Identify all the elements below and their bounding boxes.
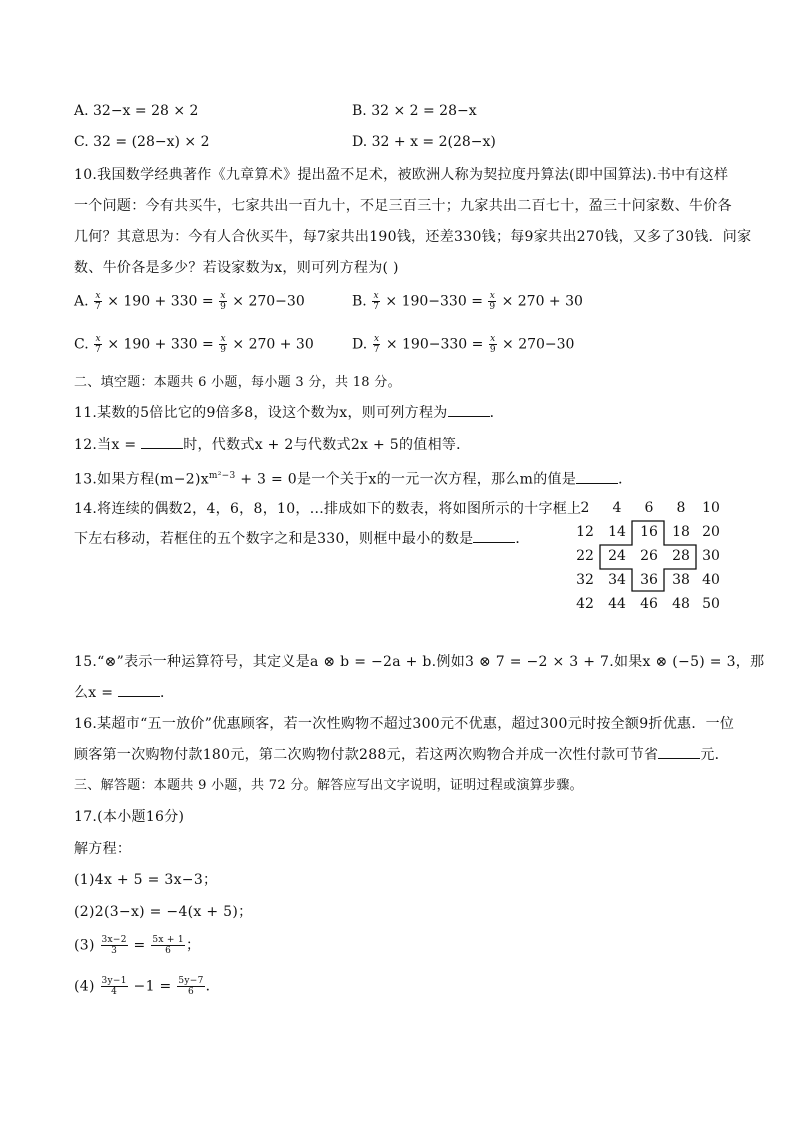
q10-option-a: A. $\frac{x}{7}$ × 190 + 330 = $\frac{x}{9}$ × 270−30 bbox=[74, 291, 305, 312]
q14-line1: 14.将连续的偶数2，4，6，8，10，...排成如下的数表，将如图所示的十字框上 bbox=[74, 501, 582, 517]
q16-blank bbox=[658, 746, 700, 759]
q10-line4: 数、牛价各是多少？若设家数为x，则可列方程为( ) bbox=[74, 260, 399, 276]
q10-line1: 10.我国数学经典著作《九章算术》提出盈不足术，被欧洲人称为契拉度丹算法(即中国算法).书中有这样 bbox=[74, 167, 729, 183]
q17-intro: 解方程： bbox=[74, 841, 132, 857]
table-cell: 50 bbox=[702, 596, 720, 612]
table-cell: 32 bbox=[576, 572, 594, 588]
table-cell: 20 bbox=[702, 524, 720, 540]
q14-blank bbox=[473, 530, 515, 543]
q12-blank bbox=[141, 436, 183, 449]
table-cell: 12 bbox=[576, 524, 594, 540]
table-cell: 14 bbox=[608, 524, 626, 540]
q9-option-d: D. 32 + x = 2(28−x) bbox=[352, 134, 496, 150]
section-2-heading: 二、填空题：本题共 6 小题，每小题 3 分，共 18 分。 bbox=[74, 375, 401, 390]
table-cell: 6 bbox=[644, 500, 654, 516]
table-cell: 42 bbox=[576, 596, 594, 612]
q15-line1: 15.“⊗”表示一种运算符号，其定义是a ⊗ b = −2a + b.例如3 ⊗ 7 = −2 × 3 + 7.如果x ⊗ (−5) = 3，那 bbox=[74, 654, 765, 670]
q10-line3: 几何？其意思为：今有人合伙买牛，每7家共出190钱，还差330钱；每9家共出270钱，又多了30钱．问家 bbox=[74, 229, 752, 245]
q17-part2: (2)2(3−x) = −4(x + 5)； bbox=[74, 904, 253, 920]
table-cell: 34 bbox=[608, 572, 626, 588]
q16-line2: 顾客第一次购物付款180元，第二次购物付款288元，若这两次购物合并成一次性付款可节省 元． bbox=[74, 747, 729, 763]
q9-option-c: C. 32 = (28−x) × 2 bbox=[74, 134, 210, 150]
q10-option-d: D. $\frac{x}{7}$ × 190−330 = $\frac{x}{9}$ × 270−30 bbox=[352, 334, 575, 355]
q17-part3: (3) $\frac{3x-2}{3}$ = $\frac{5x + 1}{6}$ ； bbox=[74, 935, 201, 956]
section-3-heading: 三、解答题：本题共 9 小题，共 72 分。解答应写出文字说明，证明过程或演算步骤。 bbox=[74, 778, 583, 793]
table-cell: 16 bbox=[640, 524, 658, 540]
table-cell: 18 bbox=[672, 524, 690, 540]
table-cell: 2 bbox=[580, 500, 590, 516]
q15-line2: 么x = ． bbox=[74, 685, 175, 701]
q10-option-c: C. $\frac{x}{7}$ × 190 + 330 = $\frac{x}{9}$ × 270 + 30 bbox=[74, 334, 314, 355]
q17-title: 17.(本小题16分) bbox=[74, 809, 185, 825]
q17-part1: (1)4x + 5 = 3x−3； bbox=[74, 872, 218, 888]
table-cell: 8 bbox=[676, 500, 686, 516]
table-cell: 28 bbox=[672, 548, 690, 564]
table-cell: 26 bbox=[640, 548, 658, 564]
q17-part4: (4) $\frac{3y-1}{4}$ −1 = $\frac{5y-7}{6}$ ． bbox=[74, 976, 220, 997]
q16-line1: 16.某超市“五一放价”优惠顾客，若一次性购物不超过300元不优惠，超过300元时按全额9折优惠．一位 bbox=[74, 716, 735, 732]
table-cell: 22 bbox=[576, 548, 594, 564]
table-cell: 10 bbox=[702, 500, 720, 516]
table-cell: 44 bbox=[608, 596, 626, 612]
even-number-table bbox=[570, 498, 730, 616]
table-cell: 38 bbox=[672, 572, 690, 588]
q11: 11.某数的5倍比它的9倍多8，设这个数为x，则可列方程为 ． bbox=[74, 405, 504, 421]
table-cell: 30 bbox=[702, 548, 720, 564]
q14-line2: 下左右移动，若框住的五个数字之和是330，则框中最小的数是 ． bbox=[74, 531, 530, 547]
q9-option-a: A. 32−x = 28 × 2 bbox=[74, 103, 199, 119]
q15-blank bbox=[118, 684, 160, 697]
q10-option-b: B. $\frac{x}{7}$ × 190−330 = $\frac{x}{9}$ × 270 + 30 bbox=[352, 291, 583, 312]
table-cell: 48 bbox=[672, 596, 690, 612]
table-cell: 24 bbox=[608, 548, 626, 564]
table-cell: 4 bbox=[612, 500, 622, 516]
q9-option-b: B. 32 × 2 = 28−x bbox=[352, 103, 477, 119]
q13: 13.如果方程$(m-2)x^{m^2-3} + 3 = 0$是一个关于x的一元一次方程，那么m的值是 ． bbox=[74, 471, 633, 488]
table-cell: 40 bbox=[702, 572, 720, 588]
table-cell: 46 bbox=[640, 596, 658, 612]
q13-blank bbox=[576, 471, 618, 484]
q11-blank bbox=[448, 404, 490, 417]
q12: 12.当x = 时，代数式x + 2与代数式2x + 5的值相等． bbox=[74, 437, 471, 453]
table-cell: 36 bbox=[640, 572, 658, 588]
q10-line2: 一个问题：今有共买牛，七家共出一百九十，不足三百三十；九家共出二百七十，盈三十问家数、牛价各 bbox=[74, 198, 732, 214]
